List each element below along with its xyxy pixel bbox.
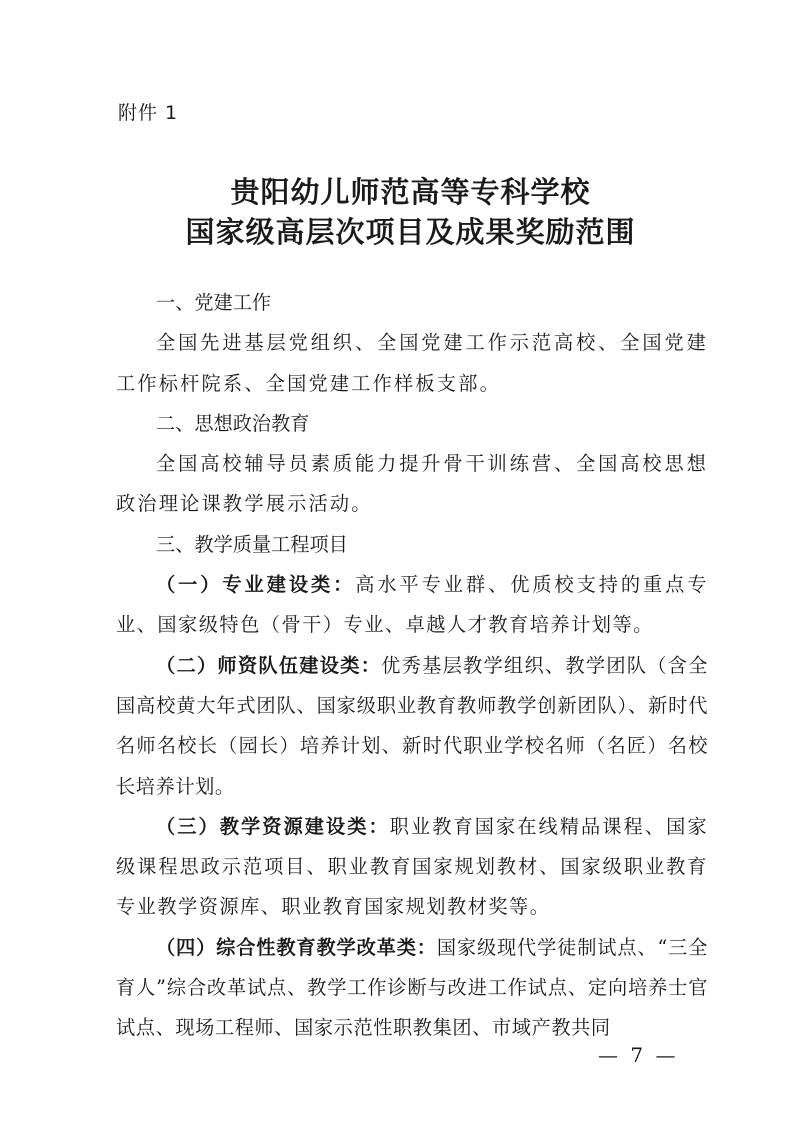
subsection-text: 高水平专业群、优质校支持的重点专业、国家级特色（骨干）专业、卓越人才教育培养计划等。 <box>116 573 709 637</box>
subsection-label: （二）师资队伍建设类： <box>156 653 382 677</box>
subsection-paragraph <box>116 928 708 1049</box>
subsection-text: 职业教育国家在线精品课程、国家级课程思政示范项目、职业教育国家规划教材、国家级职业教育专业教学资源库、职业教育国家规划教材奖等。 <box>116 814 709 919</box>
subsection-paragraph <box>116 807 708 928</box>
page-number: — 7 — <box>598 1043 679 1067</box>
document-title-line-2: 国家级高层次项目及成果奖励范围 <box>185 215 636 249</box>
section-paragraph: 全国高校辅导员素质能力提升骨干训练营、全国高校思想政治理论课教学展示活动。 <box>116 452 708 516</box>
subsection-text: 国家级现代学徒制试点、“三全育人”综合改革试点、教学工作诊断与改进工作试点、定向培养士官试点、现场工程师、国家示范性职教集团、市域产教共同 <box>116 935 708 1040</box>
subsection-label: （一）专业建设类： <box>156 573 356 597</box>
subsection-label: （四）综合性教育教学改革类： <box>156 935 437 959</box>
subsection-text: 优秀基层教学组织、教学团队（含全国高校黄大年式团队、国家级职业教育教师教学创新团队）、新时代名师名校长（园长）培养计划、新时代职业学校名师（名匠）名校长培养计划。 <box>116 653 708 798</box>
document-body <box>116 283 708 1049</box>
section-heading: 二、思想政治教育 <box>156 411 310 435</box>
attachment-label: 附件 1 <box>118 102 179 124</box>
section-paragraph: 全国先进基层党组织、全国党建工作示范高校、全国党建工作标杆院系、全国党建工作样板支部。 <box>116 331 708 395</box>
document-title-line-1: 贵阳幼儿师范高等专科学校 <box>230 175 591 209</box>
section-heading: 三、教学质量工程项目 <box>156 532 348 556</box>
subsection-label: （三）教学资源建设类： <box>156 814 390 838</box>
section-heading: 一、党建工作 <box>156 291 272 314</box>
subsection-paragraph <box>116 565 708 646</box>
subsection-paragraph <box>116 646 708 807</box>
